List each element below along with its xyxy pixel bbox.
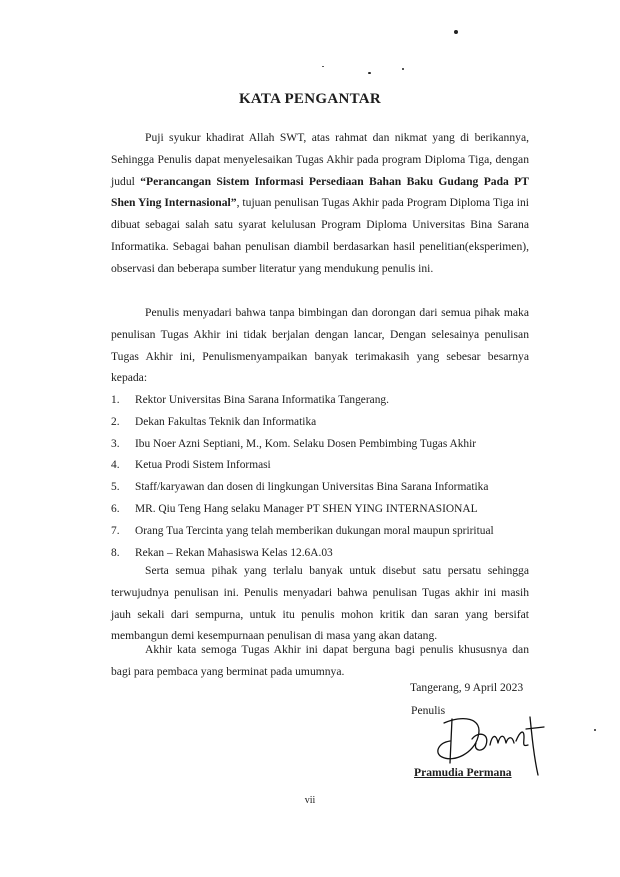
thesis-title: “Perancangan Sistem Informasi Persediaan Bahan Baku Gudang Pada PT Shen Ying Internasional”: [111, 174, 529, 210]
list-text: Ibu Noer Azni Septiani, M., Kom. Selaku Dosen Pembimbing Tugas Akhir: [135, 437, 477, 450]
list-number: 3.: [111, 437, 120, 450]
list-item: [111, 455, 541, 477]
list-text: Dekan Fakultas Teknik dan Informatika: [135, 415, 317, 428]
page-title: KATA PENGANTAR: [238, 91, 382, 107]
list-item: [111, 390, 541, 412]
list-text: Staff/karyawan dan dosen di lingkungan Universitas Bina Sarana Informatika: [135, 481, 489, 494]
paragraph-apology: Serta semua pihak yang terlalu banyak untuk disebut satu persatu sehingga terwujudnya penulisan ini. Penulis menyadari bahwa penulisan Tugas akhir ini masih jauh sekali dari sempurna, untuk itu penulis mohon kritik dan saran yang bersifat membangun demi kesempurnaan penulisan di masa yang akan datang.: [111, 564, 529, 643]
list-text: Rektor Universitas Bina Sarana Informatika Tangerang.: [135, 394, 389, 406]
page-number: vii: [304, 795, 316, 806]
list-number: 6.: [111, 502, 120, 515]
list-number: 4.: [111, 459, 120, 472]
list-number: 8.: [111, 546, 120, 559]
list-text: Orang Tua Tercinta yang telah memberikan dukungan moral maupun spriritual: [135, 524, 494, 537]
scan-speck: [368, 72, 371, 74]
list-number: 1.: [111, 394, 120, 406]
list-item: [111, 412, 541, 434]
paragraph-text: , tujuan penulisan Tugas Akhir pada Program Diploma Tiga ini dibuat sebagai salah satu syarat kelulusan Program Diploma Universitas Bina Sarana Informatika. Sebagai bahan penulisan diambil berdasarkan hasil penelitian(eksperimen), observasi dan beberapa sumber literatur yang mendukung penulis ini.: [111, 196, 529, 275]
list-item: [111, 499, 541, 521]
paragraph-closing: Akhir kata semoga Tugas Akhir ini dapat berguna bagi penulis khususnya dan bagi para pembaca yang berminat pada umumnya.: [111, 643, 529, 678]
paragraph-text: Puji syukur khadirat Allah SWT, atas rahmat dan nikmat yang di berikannya, Sehingga Penulis dapat menyelesaikan Tugas Akhir pada program Diploma Tiga, dengan judul: [111, 131, 529, 188]
author-role: Penulis: [411, 704, 446, 717]
list-item: [111, 477, 541, 499]
paragraph-opening: [111, 127, 529, 280]
thanks-list: [111, 390, 541, 564]
list-item: [111, 521, 541, 543]
place-date: Tangerang, 9 April 2023: [410, 681, 524, 694]
list-number: 7.: [111, 524, 120, 537]
scan-speck: [594, 729, 596, 731]
signer-name: Pramudia Permana: [414, 766, 512, 779]
paragraph-acknowledgement: Penulis menyadari bahwa tanpa bimbingan dan dorongan dari semua pihak maka penulisan Tugas Akhir ini tidak berjalan dengan lancar, Dengan selesainya penulisan Tugas Akhir ini, Penulismenyampaikan banyak terimakasih yang sebesar besarnya kepada:: [111, 306, 529, 385]
list-text: MR. Qiu Teng Hang selaku Manager PT SHEN YING INTERNASIONAL: [135, 502, 478, 515]
scan-speck: [454, 30, 458, 34]
scan-speck: [322, 66, 324, 67]
list-number: 5.: [111, 481, 120, 494]
list-text: Rekan – Rekan Mahasiswa Kelas 12.6A.03: [135, 546, 333, 559]
list-item: [111, 434, 541, 456]
list-number: 2.: [111, 415, 120, 428]
scan-speck: [402, 68, 404, 70]
list-text: Ketua Prodi Sistem Informasi: [135, 459, 271, 472]
